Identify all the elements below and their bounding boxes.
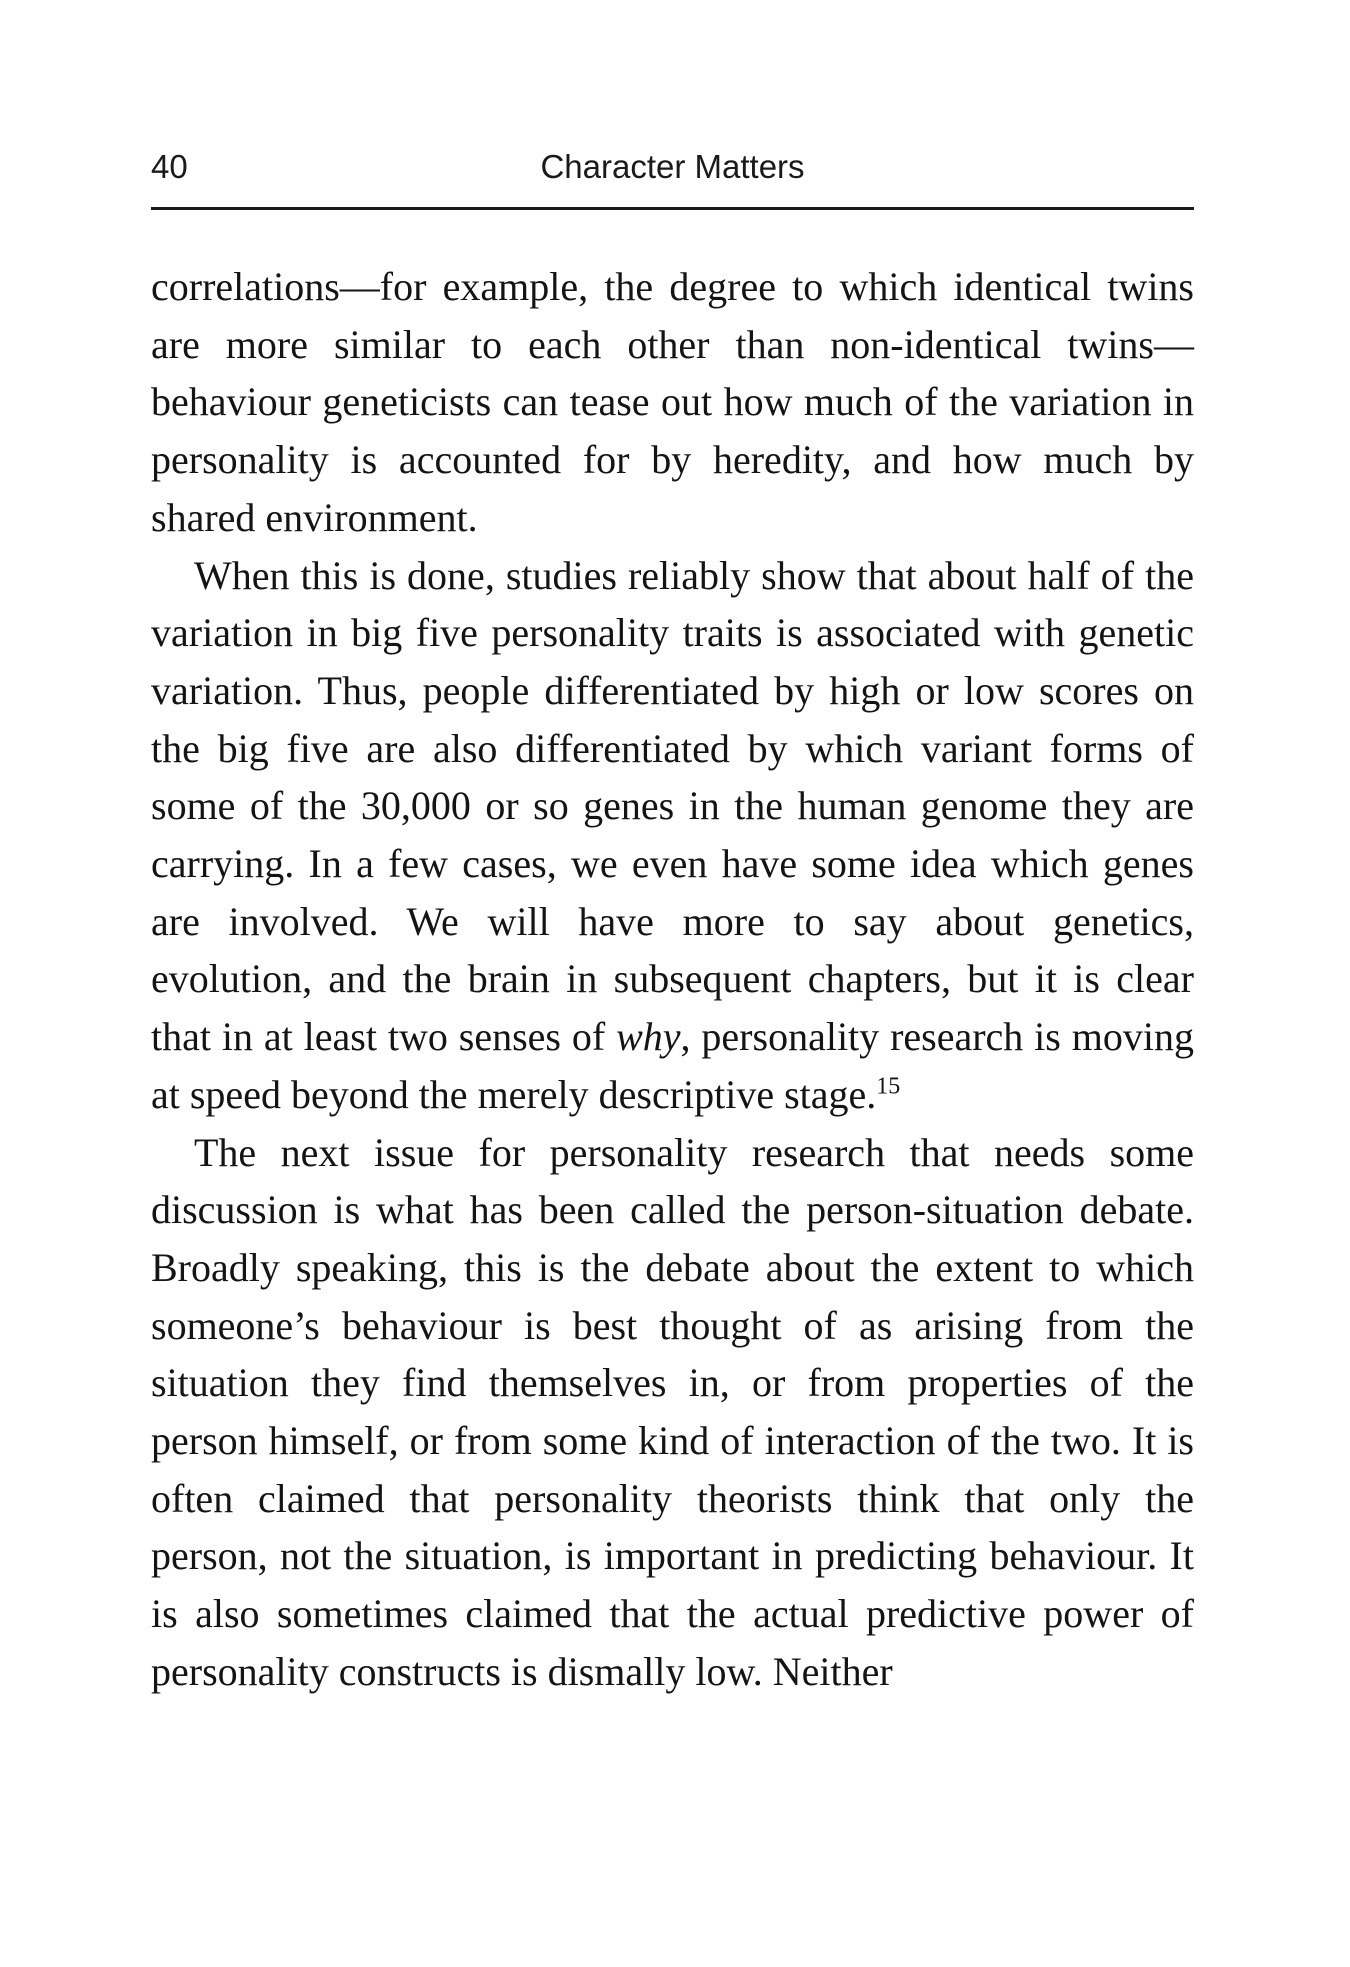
paragraph-2-text-a: When this is done, studies reliably show that about half of the variation in big five personality traits is associated with genetic variation. Thus, people differentiated by high or low scores on the big five are also differentiated by which variant forms of some of the 30,000 or so genes in the human genome they are carrying. In a few cases, we even have some idea which genes are involved. We will have more to say about genetics, evolution, and the brain in subsequent chapters, but it is clear that in at least two senses of [151, 552, 1194, 1060]
paragraph-1: correlations—for example, the degree to which identical twins are more similar to each other than non-identical twins—behaviour geneticists can tease out how much of the variation in personality is accounted for by heredity, and how much by shared environment. [151, 264, 1194, 540]
paragraph-2 [151, 547, 1194, 1124]
running-head [151, 148, 1194, 188]
footnote-marker: 15 [876, 1073, 901, 1100]
running-title: Character Matters [540, 148, 805, 185]
paragraph-2-text-b: , personality research is moving at speed beyond the merely descriptive stage. [151, 1014, 1194, 1117]
body-text [151, 258, 1194, 1701]
header-rule [151, 207, 1194, 210]
paragraph-2-emphasis: why [616, 1014, 681, 1060]
paragraph-3: The next issue for personality research that needs some discussion is what has been called the person-situation debate. Broadly speaking, this is the debate about the extent to which someone’s behaviour is best thought of as arising from the situation they find themselves in, or from properties of the person himself, or from some kind of interaction of the two. It is often claimed that personality theorists think that only the person, not the situation, is important in predicting behaviour. It is also sometimes claimed that the actual predictive power of personality constructs is dismally low. Neither [151, 1129, 1194, 1694]
page-number: 40 [151, 148, 188, 185]
